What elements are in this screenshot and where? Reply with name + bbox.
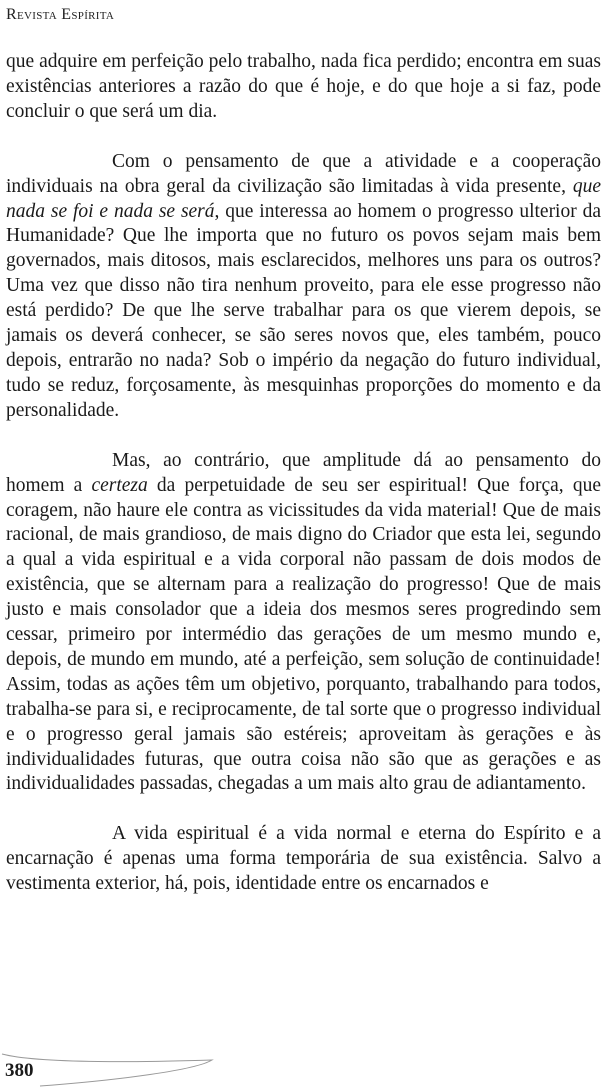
paragraph: [6, 50, 601, 125]
text-segment: Mas, ao contrário, que amplitude dá ao pensamento do homem a: [6, 449, 601, 496]
paragraph: [6, 150, 601, 424]
italic-text: que nada se foi e nada se será: [6, 175, 601, 222]
text-segment: que adquire em perfeição pelo trabalho, nada fica perdido; encontra em suas existências anteriores a razão do que é hoje, e do que hoje a si faz, pode concluir o que será um dia.: [6, 51, 601, 122]
paragraph: [6, 822, 601, 897]
text-segment: A vida espiritual é a vida normal e eterna do Espírito e a encarnação é apenas uma forma temporária de sua existência. Salvo a vestimenta exterior, há, pois, identidade entre os encarnados e: [6, 823, 601, 895]
italic-text: certeza: [91, 474, 148, 496]
text-segment: Com o pensamento de que a atividade e a cooperação individuais na obra geral da civilização são limitadas à vida presente,: [6, 150, 601, 197]
page-number: 380: [5, 1060, 34, 1081]
body-text: [6, 50, 601, 897]
paragraph: [6, 449, 601, 798]
text-segment: da perpetuidade de seu ser espiritual! Que força, que coragem, não haure ele contra as vicissitudes da vida material! Que de mais racional, de mais grandioso, de mais digno do Criador que esta lei, segundo a qual a vida espiritual e a vida corporal não passam de dois modos de existência, que se alternam para a realização do progresso! Que de mais justo e mais consolador que a ideia dos mesmos seres progredindo sem cessar, primeiro por intermédio das gerações de um mesmo mundo e, depois, de mundo em mundo, até a perfeição, sem solução de continuidade! Assim, todas as ações têm um objetivo, porquanto, trabalhando para todos, trabalha-se para si, e reciprocamente, de tal sorte que o progresso individual e o progresso geral jamais são estéreis; aproveitam às gerações e às individualidades futuras, que outra coisa não são que as gerações e as individualidades passadas, chegadas a um mais alto grau de adiantamento.: [6, 474, 601, 795]
running-header: Revista Espírita: [6, 6, 115, 23]
text-segment: , que interessa ao homem o progresso ulterior da Humanidade? Que lhe importa que no futuro os povos sejam mais bem governados, mais ditosos, mais esclarecidos, melhores uns para os outros? Uma vez que disso não tira nenhum proveito, para ele esse progresso não está perdido? De que lhe serve trabalhar para os que vierem depois, se jamais os deverá conhecer, se são seres novos que, eles também, pouco depois, entrarão no nada? Sob o império da negação do futuro individual, tudo se reduz, forçosamente, às mesquinhas proporções do momento e da personalidade.: [6, 200, 601, 421]
footer-ornament-curve: [0, 1050, 260, 1090]
